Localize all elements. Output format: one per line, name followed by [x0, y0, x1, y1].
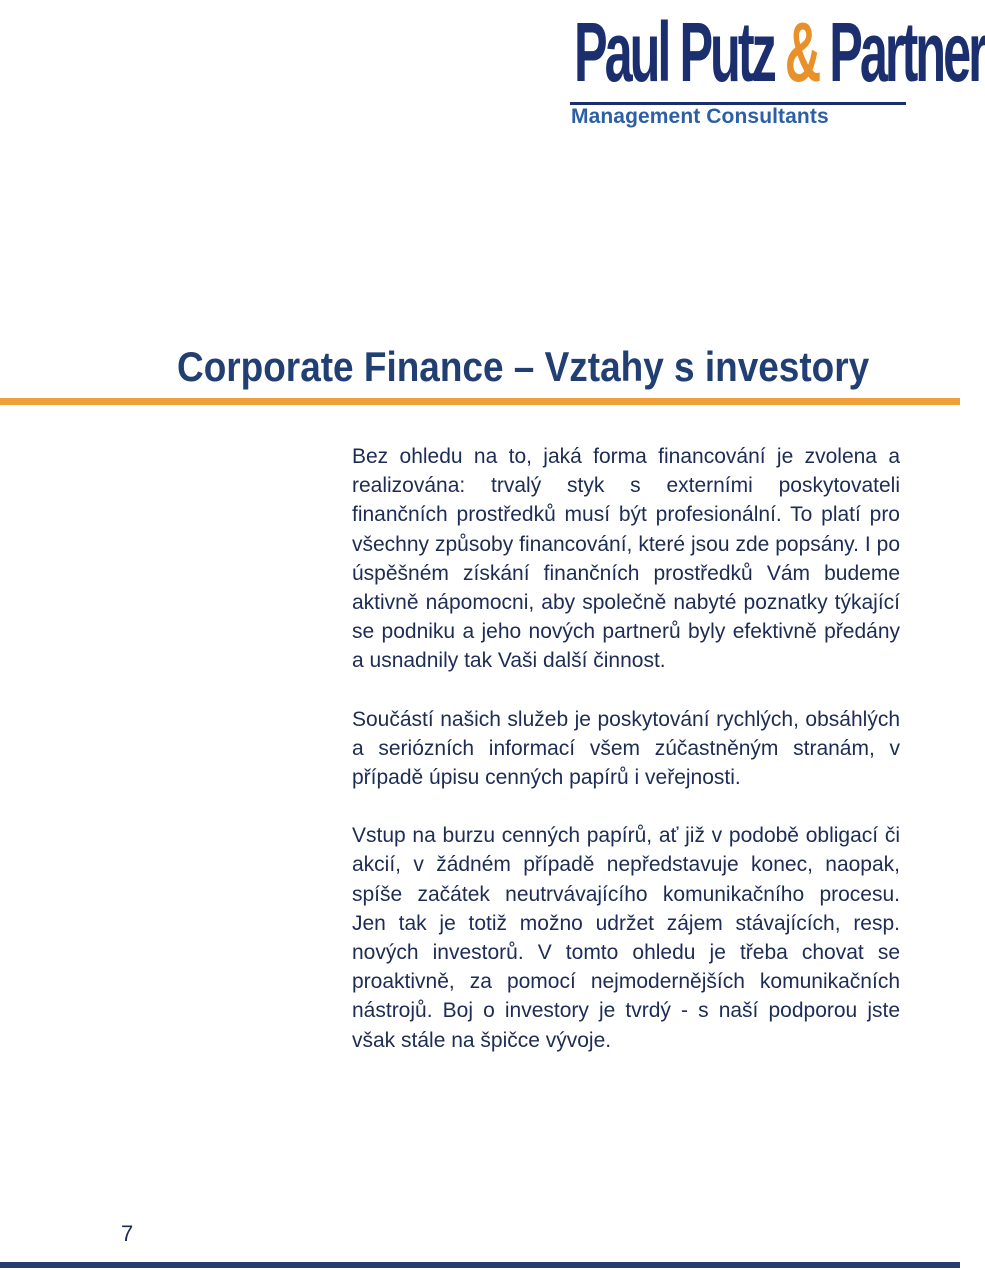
- paragraph-intro: Bez ohledu na to, jaká forma financování je zvolena a realizována: trvalý styk s externími poskytovateli finančních prostředků musí být profesionální. To platí pro všechny způsoby financování, které jsou zde popsány. I po úspěšném získání finančních prostředků Vám budeme aktivně nápomocni, aby společně nabyté poznatky týkající se podniku a jeho nových partnerů byly efektivně předány a usnadnily tak Vaši další činnost.: [352, 445, 900, 673]
- title-underline: [0, 398, 960, 405]
- logo-ampersand: &: [784, 5, 819, 99]
- company-logo: [568, 4, 985, 128]
- page-title: Corporate Finance – Vztahy s investory: [177, 343, 870, 390]
- paragraph-services: Součástí našich služeb je poskytování rychlých, obsáhlých a seriózních informací všem zúčastněným stranám, v případě úpisu cenných papírů i veřejnosti.: [352, 707, 900, 790]
- paragraph-ipo: Vstup na burzu cenných papírů, ať již v podobě obligací či akcií, v žádném případě nepředstavuje konec, naopak, spíše začátek neutrvávajícího komunikačního procesu. Jen tak je totiž možno udržet zájem stávajících, resp. nových investorů. V tomto ohledu je třeba chovat se proaktivně, za pomocí nejmodernějších komunikačních nástrojů. Boj o investory je tvrdý - s naší podporou jste však stále na špičce vývoje.: [352, 824, 900, 1052]
- body-text: [352, 442, 900, 1084]
- page-number: 7: [121, 1221, 134, 1246]
- logo-tagline: Management Consultants: [571, 105, 829, 128]
- footer-divider: [0, 1262, 960, 1268]
- logo-wordmark: Paul Putz & Partner: [574, 5, 985, 99]
